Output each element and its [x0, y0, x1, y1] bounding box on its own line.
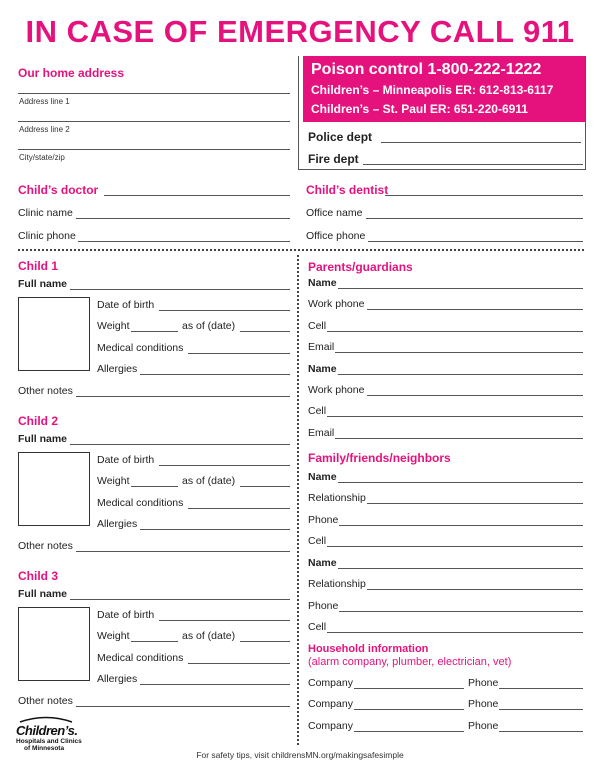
child-1-full-name-field[interactable] [70, 289, 290, 290]
child-3-other-field[interactable] [76, 706, 290, 707]
child-2-weight-field[interactable] [131, 486, 178, 487]
address-line-1-label: Address line 1 [19, 97, 70, 106]
child-2-full-name-label: Full name [18, 433, 68, 445]
family-1-phone-field[interactable] [339, 525, 583, 526]
child-3-full-name-field[interactable] [70, 599, 290, 600]
child-2-dob-field[interactable] [159, 465, 290, 466]
child-1-full-name-label: Full name [18, 278, 68, 290]
child-3-full-name-label: Full name [18, 588, 68, 600]
address-line-1-field[interactable] [18, 93, 290, 94]
parent-1-name-label: Name [308, 277, 337, 289]
family-1-phone-label: Phone [308, 514, 339, 526]
child-1-allergies-field[interactable] [140, 374, 290, 375]
child-3-medical-field[interactable] [188, 663, 290, 664]
parent-2-cell-label: Cell [308, 405, 327, 417]
child-2-header: Child 2 [18, 414, 59, 428]
parent-1-email-label: Email [308, 341, 335, 353]
child-3-dob-field[interactable] [159, 620, 290, 621]
clinic-name-field[interactable] [76, 218, 290, 219]
minneapolis-er: Children’s – Minneapolis ER: 612-813-6117 [311, 83, 554, 97]
city-state-zip-field[interactable] [18, 149, 290, 150]
household-3-company-label: Company [308, 720, 353, 732]
child-1-as-of-label: as of (date) [182, 320, 236, 332]
family-1-cell-label: Cell [308, 535, 327, 547]
childrens-logo [16, 715, 86, 752]
st-paul-er: Children’s – St. Paul ER: 651-220-6911 [311, 102, 528, 116]
fire-dept-field[interactable] [363, 164, 583, 165]
child-1-photo-box[interactable] [18, 297, 90, 371]
family-2-relationship-field[interactable] [367, 589, 583, 590]
home-address-header: Our home address [18, 66, 125, 80]
parent-1-cell-label: Cell [308, 320, 327, 332]
household-3-phone-field[interactable] [499, 731, 583, 732]
page-title: IN CASE OF EMERGENCY CALL 911 [25, 14, 575, 49]
family-header: Family/friends/neighbors [308, 451, 451, 465]
address-line-2-label: Address line 2 [19, 125, 70, 134]
child-2-allergies-field[interactable] [140, 529, 290, 530]
child-3-weight-label: Weight [97, 630, 130, 642]
child-3-weight-field[interactable] [131, 641, 178, 642]
household-1-phone-label: Phone [468, 677, 499, 689]
child-3-allergies-field[interactable] [140, 684, 290, 685]
child-1-other-field[interactable] [76, 396, 290, 397]
column-divider [297, 255, 299, 745]
police-dept-field[interactable] [381, 142, 581, 143]
parent-2-work-field[interactable] [367, 395, 583, 396]
logo-sub-1: Hospitals and Clinics [16, 738, 82, 745]
child-2-medical-field[interactable] [188, 508, 290, 509]
family-2-name-field[interactable] [338, 568, 583, 569]
parents-header: Parents/guardians [308, 260, 413, 274]
child-2-medical-label: Medical conditions [97, 497, 184, 509]
child-1-dob-field[interactable] [159, 310, 290, 311]
child-2-other-field[interactable] [76, 551, 290, 552]
child-1-header: Child 1 [18, 259, 59, 273]
clinic-name-label: Clinic name [18, 207, 73, 219]
family-2-name-label: Name [308, 557, 337, 569]
child-1-weight-label: Weight [97, 320, 130, 332]
family-1-name-label: Name [308, 471, 337, 483]
parent-1-name-field[interactable] [338, 288, 583, 289]
child-2-as-of-label: as of (date) [182, 475, 236, 487]
dentist-header: Child’s dentist [306, 183, 389, 197]
child-1-other-label: Other notes [18, 385, 73, 397]
household-2-company-label: Company [308, 698, 353, 710]
parent-2-email-field[interactable] [335, 438, 583, 439]
child-2-other-label: Other notes [18, 540, 73, 552]
doctor-header: Child’s doctor [18, 183, 99, 197]
logo-name: Children’s. [16, 723, 78, 738]
household-2-company-field[interactable] [354, 709, 464, 710]
logo-sub-2: of Minnesota [24, 745, 65, 752]
parent-1-cell-field[interactable] [327, 331, 583, 332]
household-1-phone-field[interactable] [499, 688, 583, 689]
emergency-numbers-box [303, 56, 585, 122]
parent-1-email-field[interactable] [335, 352, 583, 353]
child-3-other-label: Other notes [18, 695, 73, 707]
child-3-photo-box[interactable] [18, 607, 90, 681]
parent-2-name-label: Name [308, 363, 337, 375]
doctor-name-field[interactable] [104, 195, 290, 196]
child-1-medical-label: Medical conditions [97, 342, 184, 354]
child-1-dob-label: Date of birth [97, 299, 155, 311]
child-3-header: Child 3 [18, 569, 59, 583]
clinic-phone-label: Clinic phone [18, 230, 76, 242]
household-1-company-label: Company [308, 677, 353, 689]
dentist-name-field[interactable] [385, 195, 583, 196]
child-2-allergies-label: Allergies [97, 518, 138, 530]
family-1-name-field[interactable] [338, 482, 583, 483]
police-dept-label: Police dept [308, 130, 373, 144]
family-1-cell-field[interactable] [327, 546, 583, 547]
household-subheader: (alarm company, plumber, electrician, vet) [308, 656, 512, 668]
child-2-dob-label: Date of birth [97, 454, 155, 466]
parent-1-work-label: Work phone [308, 298, 365, 310]
child-3-as-of-label: as of (date) [182, 630, 236, 642]
child-2-as-of-field[interactable] [240, 486, 290, 487]
child-1-medical-field[interactable] [188, 353, 290, 354]
household-2-phone-field[interactable] [499, 709, 583, 710]
office-phone-field[interactable] [368, 241, 583, 242]
family-2-cell-label: Cell [308, 621, 327, 633]
child-3-dob-label: Date of birth [97, 609, 155, 621]
household-2-phone-label: Phone [468, 698, 499, 710]
family-1-relationship-label: Relationship [308, 492, 366, 504]
parent-2-name-field[interactable] [338, 374, 583, 375]
child-3-medical-label: Medical conditions [97, 652, 184, 664]
parent-2-cell-field[interactable] [327, 416, 583, 417]
family-2-phone-field[interactable] [339, 611, 583, 612]
child-2-weight-label: Weight [97, 475, 130, 487]
office-phone-label: Office phone [306, 230, 366, 242]
parent-2-email-label: Email [308, 427, 335, 439]
footer-text: For safety tips, visit childrensMN.org/makingsafesimple [196, 750, 404, 760]
child-3-allergies-label: Allergies [97, 673, 138, 685]
office-name-label: Office name [306, 207, 363, 219]
parent-2-work-label: Work phone [308, 384, 365, 396]
child-3-as-of-field[interactable] [240, 641, 290, 642]
section-divider [18, 249, 584, 251]
poison-control: Poison control 1-800-222-1222 [311, 61, 542, 78]
family-2-relationship-label: Relationship [308, 578, 366, 590]
child-1-allergies-label: Allergies [97, 363, 138, 375]
family-1-relationship-field[interactable] [367, 503, 583, 504]
family-2-cell-field[interactable] [327, 632, 583, 633]
fire-dept-label: Fire dept [308, 152, 359, 166]
household-1-company-field[interactable] [354, 688, 464, 689]
child-1-weight-field[interactable] [131, 331, 178, 332]
household-3-phone-label: Phone [468, 720, 499, 732]
office-name-field[interactable] [366, 218, 583, 219]
child-2-photo-box[interactable] [18, 452, 90, 526]
address-line-2-field[interactable] [18, 121, 290, 122]
logo-arc-icon [16, 715, 76, 723]
child-1-as-of-field[interactable] [240, 331, 290, 332]
parent-1-work-field[interactable] [367, 309, 583, 310]
family-2-phone-label: Phone [308, 600, 339, 612]
child-2-full-name-field[interactable] [70, 444, 290, 445]
household-3-company-field[interactable] [354, 731, 464, 732]
household-header: Household information [308, 643, 429, 655]
city-state-zip-label: City/state/zip [19, 153, 65, 162]
clinic-phone-field[interactable] [78, 241, 290, 242]
